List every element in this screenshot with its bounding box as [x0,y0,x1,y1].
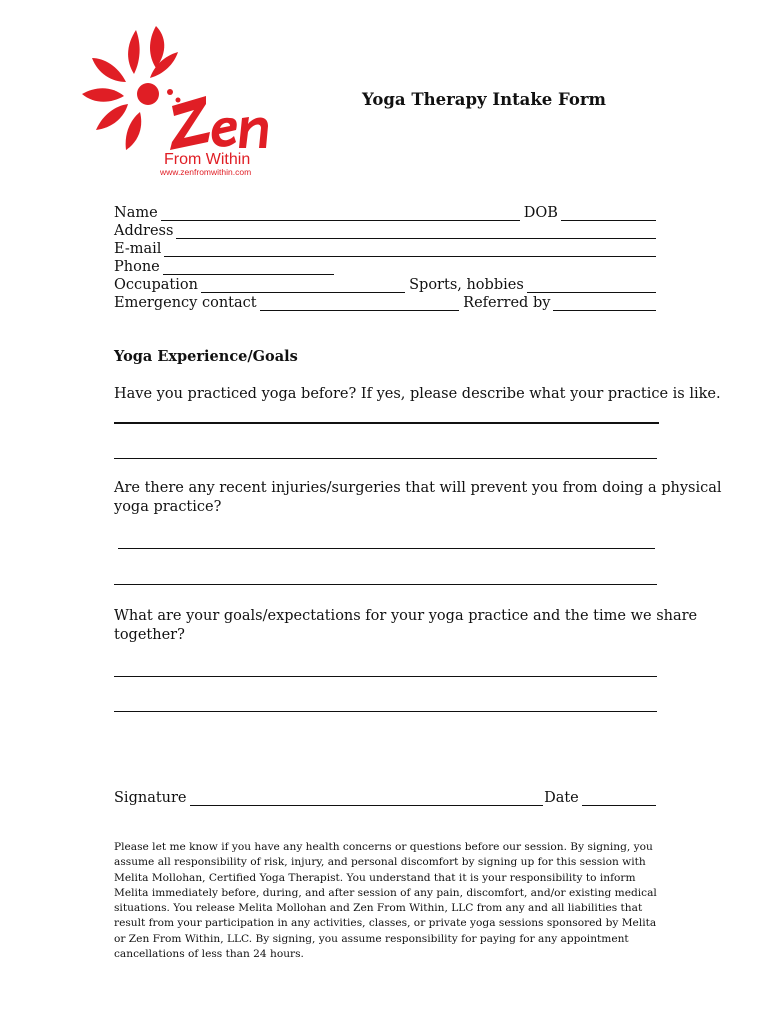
address-label: Address [114,223,174,239]
email-label: E-mail [114,241,162,257]
address-field[interactable] [176,224,656,239]
q3-answer-line-2[interactable] [114,711,657,712]
disclaimer-line: situations. You release Melita Mollohan and Zen From Within, LLC from any and all liabilities that [114,902,643,915]
logo-url: www.zenfromwithin.com [160,167,252,177]
email-field[interactable] [164,242,656,257]
question-3 [114,607,697,645]
phone-label: Phone [114,259,160,275]
disclaimer-line: or Zen From Within, LLC. By signing, you assume responsibility for paying for any appointment [114,932,629,945]
address-row [114,221,656,239]
logo-graphic [78,22,278,177]
disclaimer-line: Melita Mollohan, Certified Yoga Therapist. You understand that it is your responsibility to inform [114,871,636,884]
occupation-label: Occupation [114,277,198,293]
question-3-line-2: together? [114,627,185,643]
occupation-sports-row [114,275,656,293]
question-1: Have you practiced yoga before? If yes, please describe what your practice is like. [114,386,721,402]
question-2-line-1: Are there any recent injuries/surgeries that will prevent you from doing a physical [114,480,722,496]
signature-label: Signature [114,790,187,806]
q1-answer-line-2[interactable] [114,458,657,459]
emergency-referred-row [114,293,656,311]
disclaimer-line: Please let me know if you have any health concerns or questions before our session. By signing, you [114,841,653,853]
q1-answer-line-1[interactable] [114,422,659,424]
disclaimer-line: Melita immediately before, during, and after session of any pain, discomfort, and/or existing medical [114,886,657,899]
question-3-line-1: What are your goals/expectations for your yoga practice and the time we share [114,608,698,624]
dob-label: DOB [523,205,558,221]
name-field[interactable] [161,206,520,221]
name-dob-row [114,203,656,221]
emergency-field[interactable] [260,296,460,311]
dob-field[interactable] [561,206,656,221]
occupation-field[interactable] [201,278,405,293]
form-title: Yoga Therapy Intake Form [362,90,607,109]
q2-answer-line-1[interactable] [118,548,655,549]
question-2-line-2: yoga practice? [114,499,222,515]
disclaimer-line: assume all responsibility of risk, injury, and personal discomfort by signing up for this session with [114,856,646,869]
date-label: Date [544,790,579,806]
email-row [114,239,656,257]
question-2 [114,479,722,517]
disclaimer-line: result from your participation in any activities, classes, or private yoga sessions sponsored by Melita [114,917,657,930]
signature-field[interactable] [190,791,544,806]
phone-row [114,257,334,275]
section-title: Yoga Experience/Goals [114,348,298,365]
emergency-label: Emergency contact [114,295,257,311]
zen-from-within-logo [78,22,278,177]
sports-label: Sports, hobbies [409,277,524,293]
name-label: Name [114,205,158,221]
q2-answer-line-2[interactable] [114,584,657,585]
sports-field[interactable] [527,278,656,293]
referred-label: Referred by [463,295,551,311]
phone-field[interactable] [163,260,334,275]
referred-field[interactable] [553,296,656,311]
logo-subtitle: From Within [164,151,251,168]
disclaimer-line: cancellations of less than 24 hours. [114,948,304,961]
q3-answer-line-1[interactable] [114,676,657,677]
signature-date-row [114,788,656,806]
date-field[interactable] [582,791,656,806]
disclaimer [114,840,674,962]
